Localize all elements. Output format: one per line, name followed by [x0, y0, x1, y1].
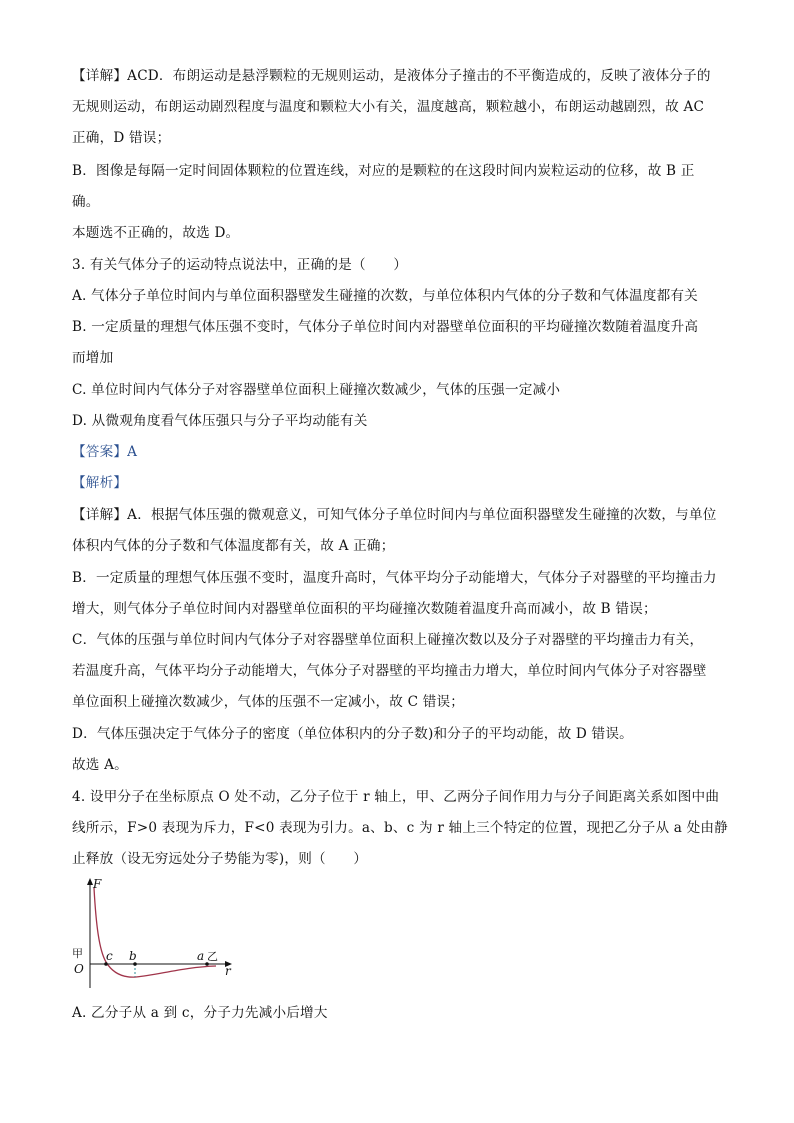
- question-4-stem-3: 止释放（设无穷远处分子势能为零)，则（ ）: [72, 851, 368, 867]
- text-line-5: 确。: [72, 194, 100, 210]
- text-line-2: 无规则运动，布朗运动剧烈程度与温度和颗粒大小有关，温度越高，颗粒越小，布朗运动越剧烈，故 AC: [72, 99, 705, 115]
- question-3-option-b-cont: 而增加: [72, 350, 114, 366]
- molecule-jia-label: 甲: [72, 947, 83, 960]
- text-line-19: C．气体的压强与单位时间内气体分子对容器壁单位面积上碰撞次数以及分子对器壁的平均撞击力有关，: [72, 632, 704, 648]
- question-4-stem-1: 4. 设甲分子在坐标原点 O 处不动，乙分子位于 r 轴上，甲、乙两分子间作用力与分子间距离关系如图中曲: [72, 789, 720, 805]
- text-line-18: 增大，则气体分子单位时间内对器壁单位面积的平均碰撞次数随着温度升高而减小，故 B 错误；: [72, 601, 657, 617]
- molecule-yi-label: 乙: [207, 950, 218, 963]
- text-line-4: B．图像是每隔一定时间固体颗粒的位置连线，对应的是颗粒的在这段时间内炭粒运动的位移，故 B 正: [72, 163, 695, 179]
- question-4-option-a: A. 乙分子从 a 到 c，分子力先减小后增大: [72, 1005, 328, 1021]
- text-line-22: D．气体压强决定于气体分子的密度（单位体积内的分子数)和分子的平均动能，故 D 错误。: [72, 726, 633, 742]
- text-line-6: 本题选不正确的，故选 D。: [72, 225, 240, 241]
- analysis-heading: 【解析】: [72, 475, 128, 491]
- text-line-21: 单位面积上碰撞次数减少，气体的压强不一定减小，故 C 错误；: [72, 694, 465, 710]
- answer-heading: 【答案】A: [72, 444, 138, 460]
- force-distance-graph: [66, 874, 236, 994]
- question-3-stem: 3. 有关气体分子的运动特点说法中，正确的是（ ）: [72, 257, 408, 273]
- text-line-15: 【详解】A．根据气体压强的微观意义，可知气体分子单位时间内与单位面积器壁发生碰撞的次数，与单位: [72, 507, 717, 523]
- point-a-label: a: [197, 949, 205, 963]
- question-3-option-c: C. 单位时间内气体分子对容器壁单位面积上碰撞次数减少，气体的压强一定减小: [72, 382, 561, 398]
- r-axis-label: r: [225, 964, 231, 978]
- text-line-1: 【详解】ACD．布朗运动是悬浮颗粒的无规则运动，是液体分子撞击的不平衡造成的，反映了液体分子的: [72, 68, 711, 84]
- point-b-label: b: [129, 949, 137, 963]
- text-line-3: 正确，D 错误；: [72, 130, 171, 146]
- text-line-17: B．一定质量的理想气体压强不变时，温度升高时，气体平均分子动能增大，气体分子对器壁的平均撞击力: [72, 570, 717, 586]
- question-3-option-a: A. 气体分子单位时间内与单位面积器壁发生碰撞的次数，与单位体积内气体的分子数和气体温度都有关: [72, 288, 698, 304]
- f-axis-label: F: [93, 877, 102, 891]
- point-c-label: c: [106, 949, 113, 963]
- text-line-23: 故选 A。: [72, 757, 128, 773]
- question-3-option-b: B. 一定质量的理想气体压强不变时，气体分子单位时间内对器壁单位面积的平均碰撞次数随着温度升高: [72, 319, 699, 335]
- origin-label: O: [74, 962, 84, 976]
- text-line-16: 体积内气体的分子数和气体温度都有关，故 A 正确；: [72, 538, 395, 554]
- question-4-stem-2: 线所示，F>0 表现为斥力，F<0 表现为引力。a、b、c 为 r 轴上三个特定的位置，现把乙分子从 a 处由静: [72, 820, 728, 836]
- text-line-20: 若温度升高，气体平均分子动能增大，气体分子对器壁的平均撞击力增大，单位时间内气体分子对容器壁: [72, 663, 707, 679]
- force-distance-figure: [66, 874, 236, 994]
- question-3-option-d: D. 从微观角度看气体压强只与分子平均动能有关: [72, 413, 368, 429]
